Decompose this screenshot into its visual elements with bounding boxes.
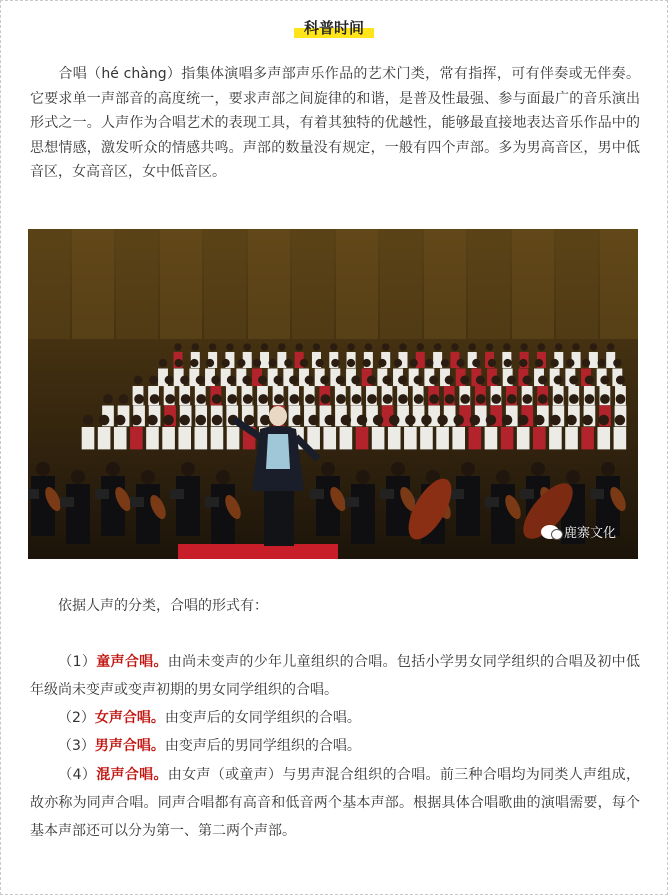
term-mixed-choir: 混声合唱。	[96, 767, 168, 783]
watermark: 鹿寨文化	[541, 522, 616, 541]
choir-concert-photo	[28, 229, 638, 559]
wood-panels	[28, 229, 638, 339]
term-female-choir: 女声合唱。	[94, 710, 165, 726]
wechat-icon	[541, 525, 559, 539]
section-heading: 科普时间	[294, 17, 374, 39]
intro-paragraph: 合唱（hé chàng）指集体演唱多声部声乐作品的艺术门类，常有指挥，可有伴奏或无伴奏。它要求单一声部音的高度统一，要求声部之间旋律的和谐，是普及性最强、参与面最广的音乐演出形式之一。人声作为合唱艺术的表现工具，有着其独特的优越性，能够最直接地表达音乐作品中的思想情感，激发听众的情感共鸣。声部的数量没有规定，一般有四个声部。多为男高音区，男中低音区，女高音区，女中低音区。	[30, 66, 640, 180]
term-children-choir: 童声合唱。	[96, 654, 168, 670]
red-carpet	[178, 544, 338, 559]
term-male-choir: 男声合唱。	[94, 738, 165, 754]
list-item: （3）男声合唱。由变声后的男同学组织的合唱。	[58, 738, 361, 754]
choir-scene	[28, 229, 638, 559]
list-item: （1）童声合唱。由尚未变声的少年儿童组织的合唱。包括小学男女同学组织的合唱及初中低年级尚未变声或变声初期的男女同学组织的合唱。	[30, 654, 641, 698]
list-item: （2）女声合唱。由变声后的女同学组织的合唱。	[58, 710, 361, 726]
list-item: （4）混声合唱。由女声（或童声）与男声混合组织的合唱。前三种合唱均为同类人声组成，故亦称为同声合唱。同声合唱都有高音和低音两个基本声部。根据具体合唱歌曲的演唱需要，每个基本声部还可以分为第一、第二两个声部。	[30, 767, 641, 839]
classification-intro: 依据人声的分类，合唱的形式有：	[58, 598, 268, 614]
